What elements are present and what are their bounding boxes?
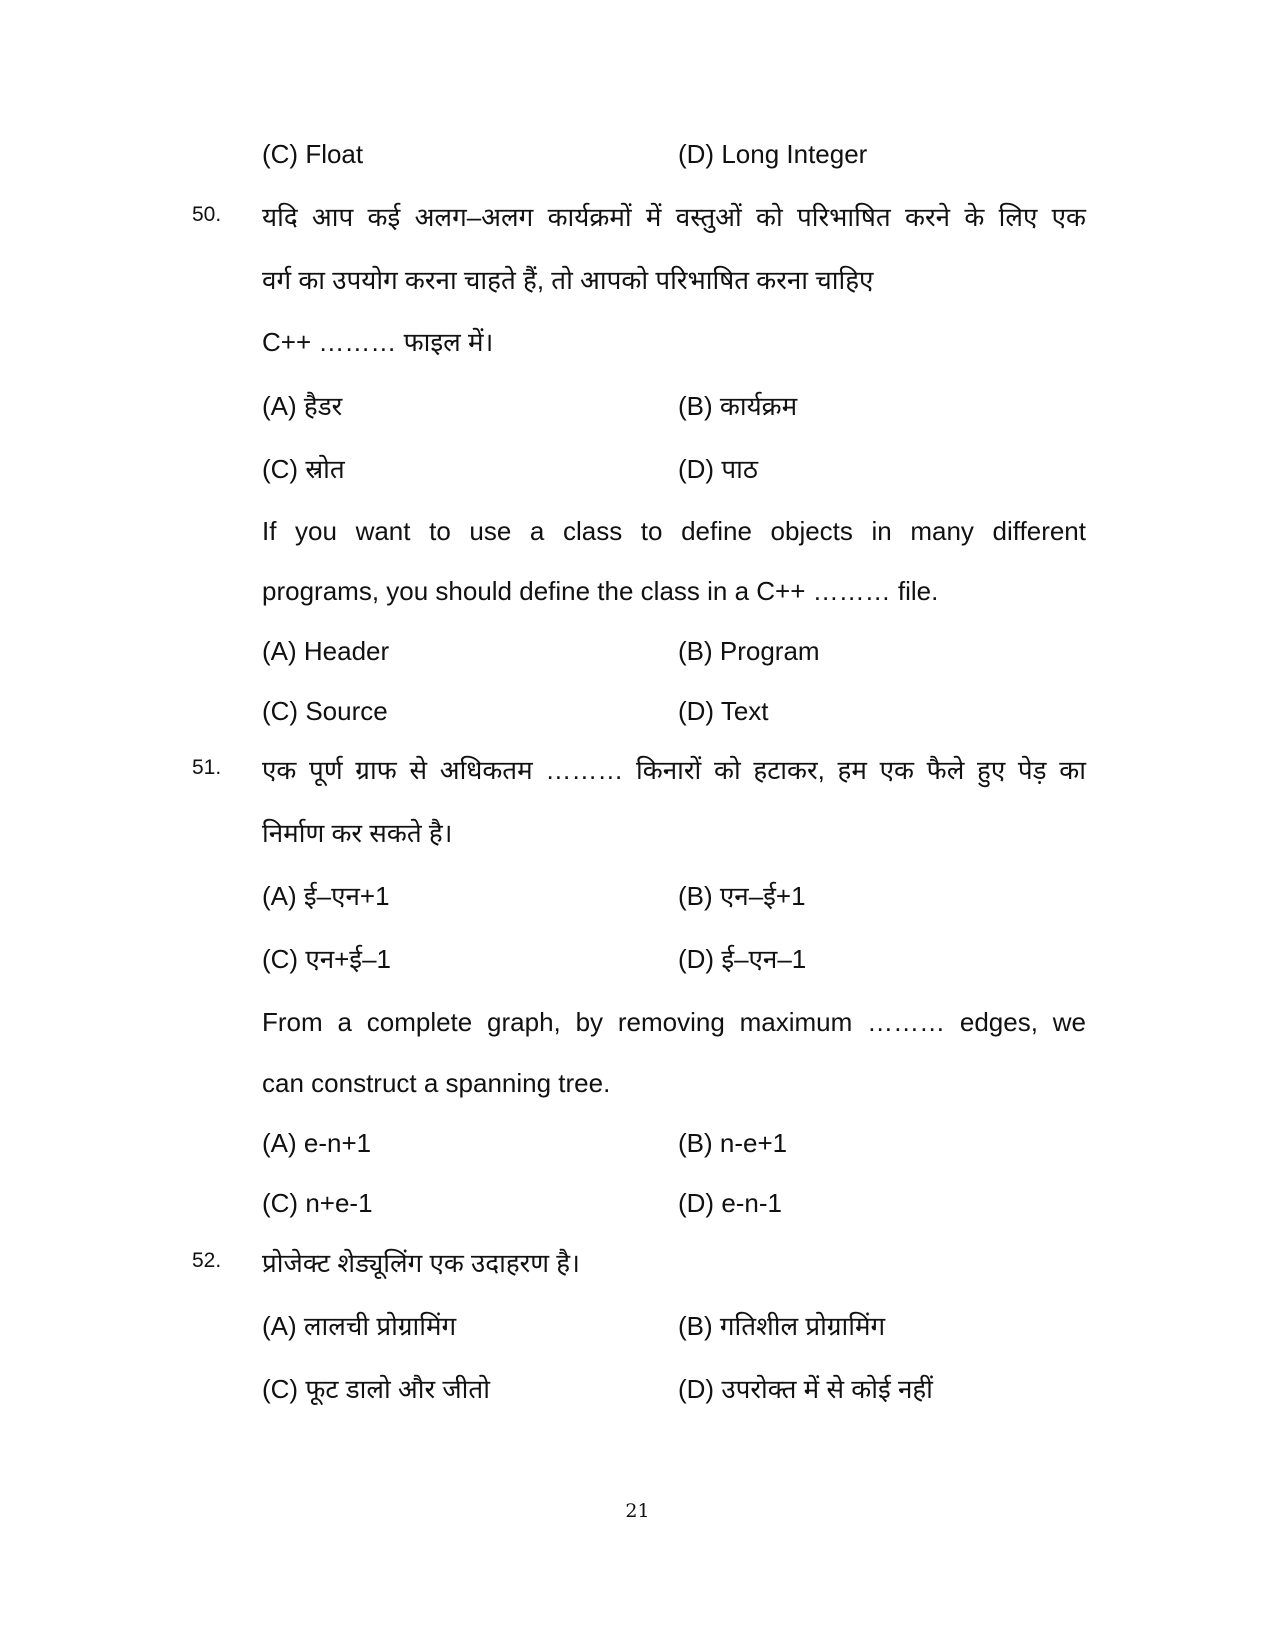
q51-english-option-b: (B) n-e+1 bbox=[678, 1128, 788, 1158]
q51-hindi-line1-row bbox=[0, 746, 1275, 794]
page-number: 21 bbox=[625, 1500, 650, 1522]
q51-english-options-cd bbox=[0, 1179, 1275, 1227]
q51-english-line1-row bbox=[0, 998, 1275, 1046]
q51-english-option-a: (A) e-n+1 bbox=[262, 1128, 372, 1158]
q50-number: 50. bbox=[192, 203, 222, 226]
q50-english-line1-row bbox=[0, 507, 1275, 555]
q51-number: 51. bbox=[192, 756, 222, 779]
q51-hindi-option-d: (D) ई–एन–1 bbox=[678, 944, 807, 974]
q51-hindi-line2-row bbox=[0, 809, 1275, 857]
q52-hindi-option-d: (D) उपरोक्त में से कोई नहीं bbox=[678, 1374, 933, 1404]
q50-hindi-option-a: (A) हैडर bbox=[262, 391, 343, 421]
q49-option-d: (D) Long Integer bbox=[678, 139, 868, 169]
q50-hindi-option-c: (C) स्रोत bbox=[262, 454, 345, 484]
q50-hindi-line2: वर्ग का उपयोग करना चाहते हैं, तो आपको परिभाषित करना चाहिए bbox=[262, 265, 874, 295]
q52-number: 52. bbox=[192, 1249, 222, 1272]
q51-english-option-d: (D) e-n-1 bbox=[678, 1188, 783, 1218]
q50-hindi-line3-row bbox=[0, 318, 1275, 366]
q50-english-options-ab bbox=[0, 627, 1275, 675]
q49-option-c: (C) Float bbox=[262, 139, 364, 169]
q50-hindi-options-ab bbox=[0, 382, 1275, 430]
q51-hindi-line1: एक पूर्ण ग्राफ से अधिकतम ……… किनारों को हटाकर, हम एक फैले हुए पेड़ का bbox=[262, 755, 1086, 785]
q50-english-option-d: (D) Text bbox=[678, 696, 769, 726]
q50-english-option-c: (C) Source bbox=[262, 696, 388, 726]
q51-hindi-option-b: (B) एन–ई+1 bbox=[678, 881, 806, 911]
q52-hindi-option-b: (B) गतिशील प्रोग्रामिंग bbox=[678, 1311, 886, 1341]
q52-hindi-options-ab bbox=[0, 1302, 1275, 1350]
q51-hindi-option-c: (C) एन+ई–1 bbox=[262, 944, 391, 974]
q49-options-row bbox=[0, 130, 1275, 178]
q51-english-line2-row bbox=[0, 1059, 1275, 1107]
q52-hindi-option-a: (A) लालची प्रोग्रामिंग bbox=[262, 1311, 457, 1341]
q50-hindi-option-b: (B) कार्यक्रम bbox=[678, 391, 798, 421]
q50-hindi-line1-row bbox=[0, 193, 1275, 241]
q51-hindi-options-cd bbox=[0, 935, 1275, 983]
q50-hindi-line2-row bbox=[0, 256, 1275, 304]
q52-hindi-option-c: (C) फूट डालो और जीतो bbox=[262, 1374, 490, 1404]
q50-english-line2: programs, you should define the class in a C++ ……… file. bbox=[262, 576, 939, 606]
q51-english-options-ab bbox=[0, 1119, 1275, 1167]
q51-english-line1: From a complete graph, by removing maximum ……… edges, we bbox=[262, 1007, 1086, 1037]
q50-english-option-a: (A) Header bbox=[262, 636, 390, 666]
q50-hindi-options-cd bbox=[0, 445, 1275, 493]
q52-hindi-line1: प्रोजेक्ट शेड्यूलिंग एक उदाहरण है। bbox=[262, 1248, 580, 1278]
q50-english-line1: If you want to use a class to define objects in many different bbox=[262, 516, 1086, 546]
q51-hindi-option-a: (A) ई–एन+1 bbox=[262, 881, 390, 911]
q50-english-option-b: (B) Program bbox=[678, 636, 820, 666]
q50-hindi-line3: C++ ……… फाइल में। bbox=[262, 327, 494, 357]
q50-english-options-cd bbox=[0, 687, 1275, 735]
q51-hindi-line2: निर्माण कर सकते है। bbox=[262, 818, 453, 848]
q52-hindi-options-cd bbox=[0, 1365, 1275, 1413]
q50-english-line2-row bbox=[0, 567, 1275, 615]
q50-hindi-line1: यदि आप कई अलग–अलग कार्यक्रमों में वस्तुओं को परिभाषित करने के लिए एक bbox=[262, 202, 1086, 232]
q50-hindi-option-d: (D) पाठ bbox=[678, 454, 758, 484]
q52-hindi-line1-row bbox=[0, 1239, 1275, 1287]
q51-hindi-options-ab bbox=[0, 872, 1275, 920]
q51-english-option-c: (C) n+e-1 bbox=[262, 1188, 373, 1218]
q51-english-line2: can construct a spanning tree. bbox=[262, 1068, 611, 1098]
